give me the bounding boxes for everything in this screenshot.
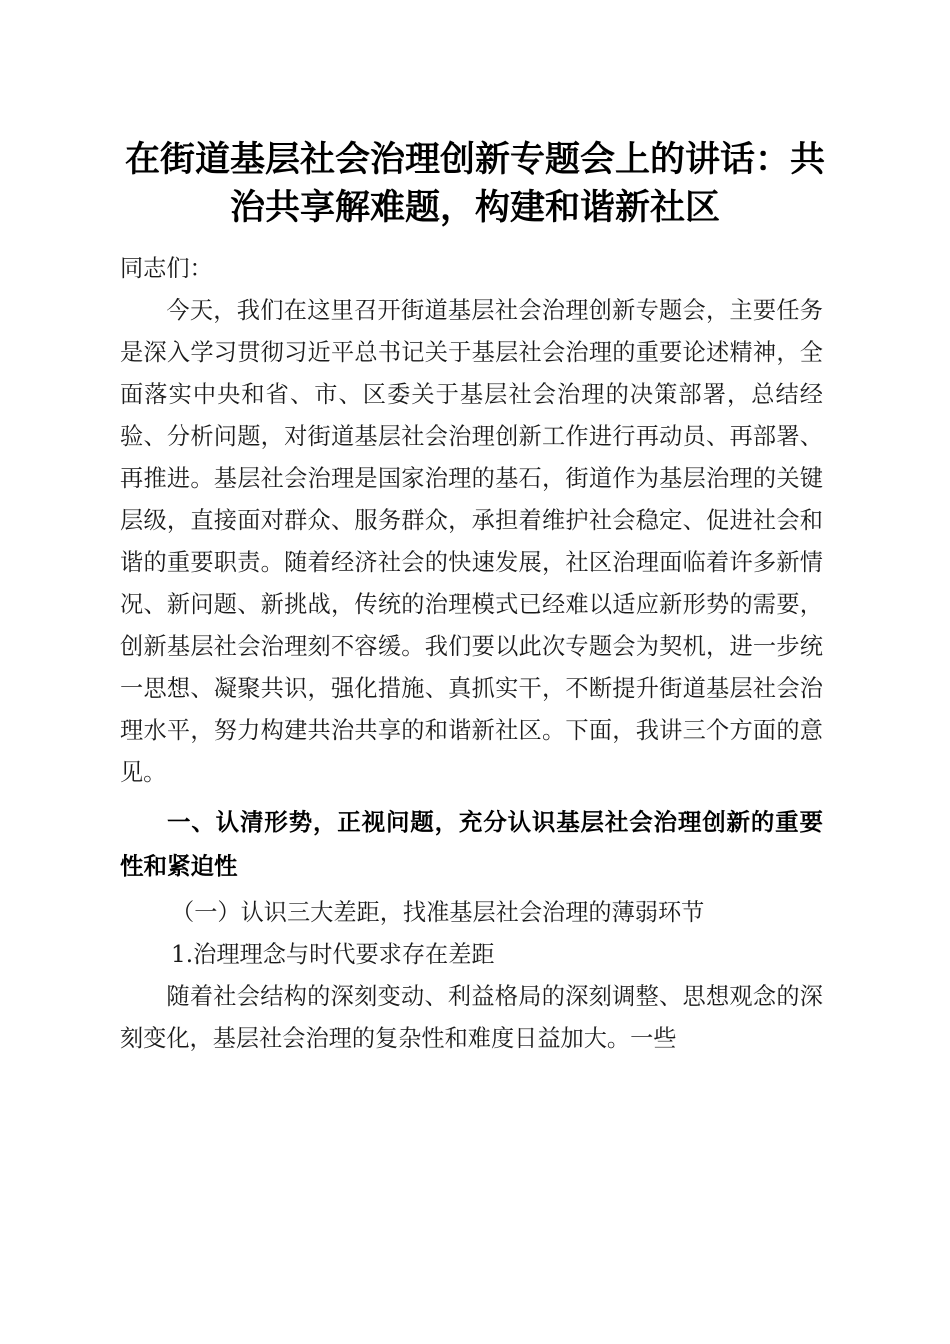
title-line-2: 治共享解难题，构建和谐新社区 bbox=[229, 187, 720, 228]
intro-paragraph: 今天，我们在这里召开街道基层社会治理创新专题会，主要任务是深入学习贯彻习近平总书记关于基层社会治理的重要论述精神，全面落实中央和省、市、区委关于基层社会治理的决策部署，总结经验、分析问题，对街道基层社会治理创新工作进行再动员、再部署、再推进。基层社会治理是国家治理的基石，街道作为基层治理的关键层级，直接面对群众、服务群众，承担着维护社会稳定、促进社会和谐的重要职责。随着经济社会的快速发展，社区治理面临着许多新情况、新问题、新挑战，传统的治理模式已经难以适应新形势的需要，创新基层社会治理刻不容缓。我们要以此次专题会为契机，进一步统一思想、凝聚共识，强化措施、真抓实干，不断提升街道基层社会治理水平，努力构建共治共享的和谐新社区。下面，我讲三个方面的意见。 bbox=[120, 297, 823, 786]
section-heading-1: 一、认清形势，正视问题，充分认识基层社会治理创新的重要性和紧迫性 bbox=[120, 808, 823, 880]
salutation: 同志们： bbox=[120, 255, 213, 282]
title-line-1: 在街道基层社会治理创新专题会上的讲话：共 bbox=[124, 139, 825, 180]
subsection-heading-1: （一）认识三大差距，找准基层社会治理的薄弱环节 bbox=[171, 899, 705, 926]
item-heading-1: 1.治理理念与时代要求存在差距 bbox=[171, 941, 495, 968]
document-body bbox=[120, 248, 823, 1060]
item-paragraph-1: 随着社会结构的深刻变动、利益格局的深刻调整、思想观念的深刻变化，基层社会治理的复杂性和难度日益加大。一些 bbox=[120, 983, 823, 1052]
document-title bbox=[110, 136, 840, 232]
